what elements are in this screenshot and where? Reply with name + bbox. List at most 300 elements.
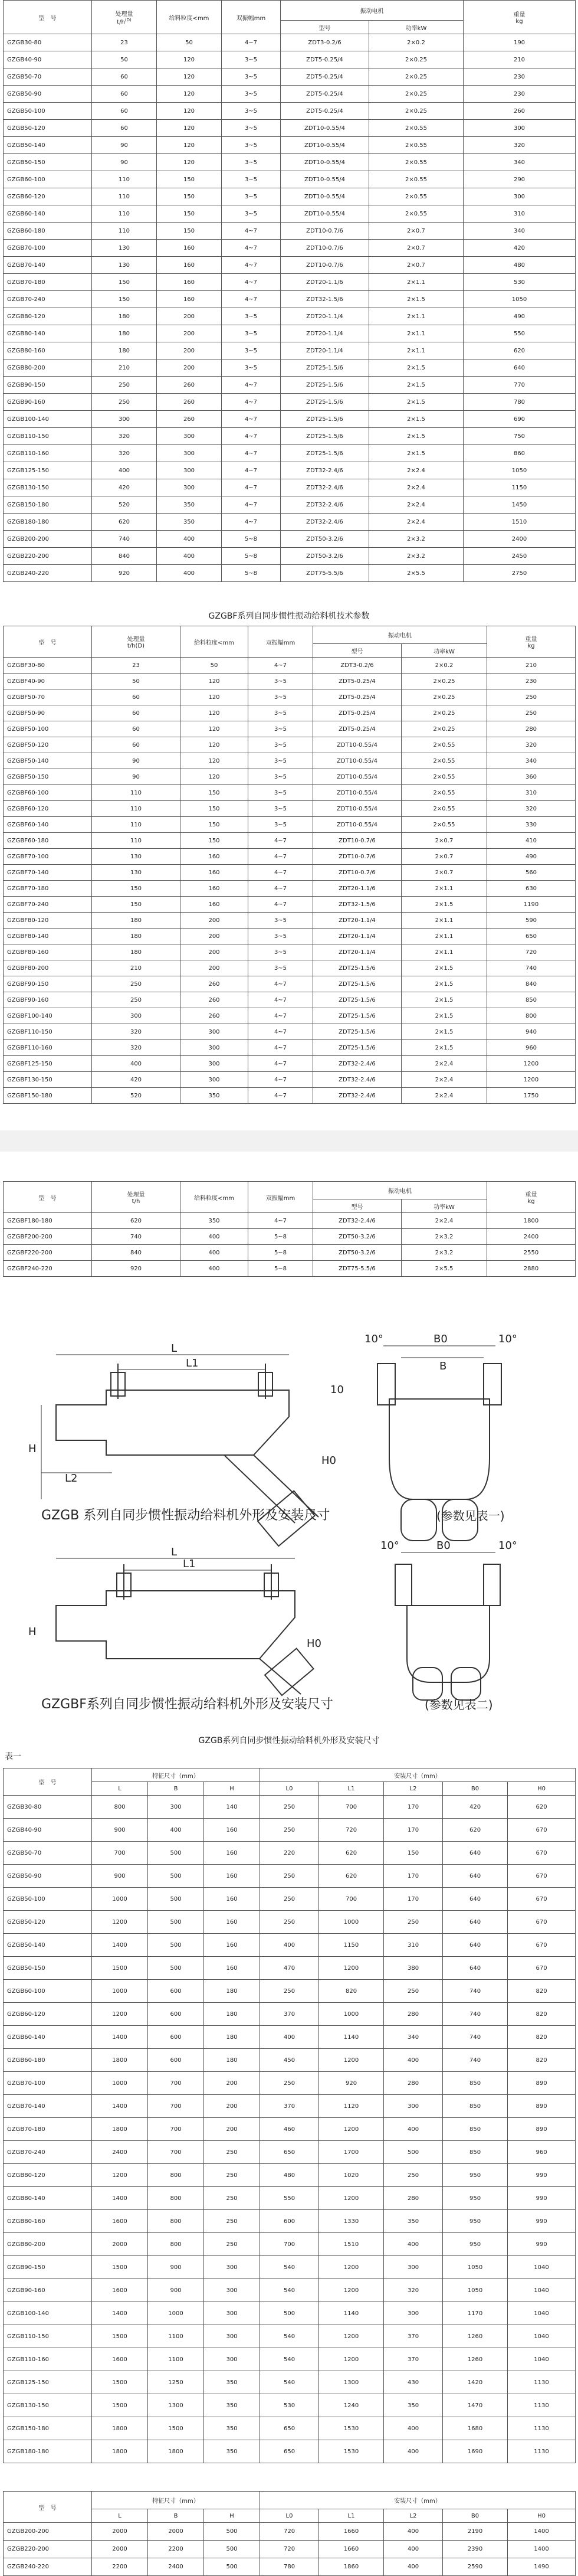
value-cell: 150 (92, 881, 180, 897)
model-cell: GZGB200-200 (4, 2523, 92, 2541)
value-cell: 2400 (464, 531, 576, 548)
dimension-header: B (148, 2509, 204, 2523)
value-cell: 2×1.5 (402, 897, 487, 913)
value-cell: 2×1.1 (369, 274, 464, 291)
value-cell: 90 (92, 137, 157, 154)
t4-feature-header: 特征尺寸（mm） (92, 1768, 260, 1782)
value-cell: 4~7 (248, 881, 313, 897)
model-cell: GZGBF70-100 (4, 849, 92, 865)
value-cell: 420 (443, 1796, 508, 1819)
value-cell: 550 (260, 2187, 319, 2210)
value-cell: 180 (92, 929, 180, 944)
value-cell: 350 (180, 1088, 248, 1104)
model-cell: GZGB80-200 (4, 359, 92, 377)
model-cell: GZGBF100-140 (4, 1008, 92, 1024)
value-cell: 850 (443, 2072, 508, 2095)
value-cell: 4~7 (248, 849, 313, 865)
value-cell: 280 (487, 721, 576, 737)
value-cell: ZDT25-1.5/6 (281, 394, 369, 411)
value-cell: 2550 (487, 1245, 576, 1261)
value-cell: 400 (157, 565, 222, 582)
value-cell: 110 (92, 223, 157, 240)
value-cell: 890 (508, 2072, 576, 2095)
value-cell: 2×2.4 (402, 1056, 487, 1072)
value-cell: 500 (384, 2141, 443, 2164)
value-cell: 540 (260, 2348, 319, 2371)
value-cell: 200 (157, 308, 222, 325)
value-cell: 3~5 (248, 785, 313, 801)
value-cell: 280 (384, 2072, 443, 2095)
table4-section (0, 1768, 578, 2463)
value-cell: 2×1.5 (402, 1024, 487, 1040)
value-cell: 3~5 (248, 929, 313, 944)
value-cell: 1260 (443, 2348, 508, 2371)
value-cell: 650 (260, 2440, 319, 2463)
model-cell: GZGBF180-180 (4, 1213, 92, 1229)
dimension-header: B0 (443, 1782, 508, 1796)
table-row (4, 817, 576, 833)
value-cell: ZDT10-0.7/6 (313, 833, 402, 849)
value-cell: 1140 (319, 2026, 384, 2049)
table-row (4, 2095, 576, 2118)
model-cell: GZGB50-150 (4, 154, 92, 171)
value-cell: 800 (148, 2210, 204, 2233)
model-cell: GZGB110-160 (4, 2348, 92, 2371)
feeder2-motor (265, 1649, 314, 1695)
value-cell: 1200 (319, 2279, 384, 2302)
value-cell: ZDT25-1.5/6 (313, 1024, 402, 1040)
model-cell: GZGB60-140 (4, 2026, 92, 2049)
value-cell: ZDT5-0.25/4 (281, 86, 369, 103)
value-cell: 420 (92, 1072, 180, 1088)
value-cell: 3~5 (222, 205, 281, 223)
value-cell: 2190 (443, 2523, 508, 2541)
value-cell: 210 (92, 359, 157, 377)
value-cell: 2×2.4 (369, 462, 464, 479)
value-cell: 2×1.5 (369, 411, 464, 428)
value-cell: 280 (384, 2187, 443, 2210)
value-cell: ZDT20-1.1/6 (313, 881, 402, 897)
value-cell: 1800 (92, 2417, 148, 2440)
value-cell: 60 (92, 705, 180, 721)
value-cell: 2×1.5 (369, 428, 464, 445)
value-cell: 4~7 (222, 394, 281, 411)
value-cell: 2×0.25 (369, 51, 464, 68)
value-cell: 190 (464, 34, 576, 51)
value-cell: 130 (92, 257, 157, 274)
value-cell: 250 (92, 377, 157, 394)
model-cell: GZGBF80-160 (4, 944, 92, 960)
value-cell: 700 (148, 2118, 204, 2141)
t2-weight-header (487, 626, 576, 658)
value-cell: ZDT50-3.2/6 (313, 1245, 402, 1261)
value-cell: 1800 (487, 1213, 576, 1229)
value-cell: 1200 (319, 2049, 384, 2072)
value-cell: 700 (92, 1842, 148, 1865)
value-cell: 1200 (319, 2187, 384, 2210)
value-cell: ZDT32-2.4/6 (313, 1056, 402, 1072)
value-cell: 400 (384, 2118, 443, 2141)
model-cell: GZGBF70-240 (4, 897, 92, 913)
table-row (4, 531, 576, 548)
model-cell: GZGBF80-120 (4, 913, 92, 929)
value-cell: 2×1.5 (402, 1008, 487, 1024)
value-cell: 640 (443, 1911, 508, 1934)
dimension-header: L0 (260, 1782, 319, 1796)
value-cell: ZDT10-0.7/6 (313, 849, 402, 865)
label-h0: H0 (321, 1454, 336, 1467)
value-cell: 1050 (464, 462, 576, 479)
table-row (4, 240, 576, 257)
value-cell: 1200 (319, 1957, 384, 1980)
model-cell: GZGBF90-160 (4, 992, 92, 1008)
value-cell: 1200 (319, 2118, 384, 2141)
value-cell: 4~7 (222, 377, 281, 394)
value-cell: 250 (204, 2141, 260, 2164)
value-cell: 2×1.1 (402, 913, 487, 929)
model-cell: GZGBF60-120 (4, 801, 92, 817)
value-cell: 250 (260, 1865, 319, 1888)
t2-capacity-unit: t/h(D) (127, 643, 145, 649)
value-cell: 200 (180, 929, 248, 944)
value-cell: 200 (180, 944, 248, 960)
value-cell: 200 (204, 2095, 260, 2118)
value-cell: 990 (508, 2210, 576, 2233)
value-cell: 430 (384, 2371, 443, 2394)
t1-size-header: 给料粒度<mm (157, 1, 222, 34)
value-cell: 160 (204, 1934, 260, 1957)
value-cell: 400 (92, 462, 157, 479)
table-row (4, 705, 576, 721)
value-cell: 60 (92, 737, 180, 753)
value-cell: 2×3.2 (402, 1245, 487, 1261)
model-cell: GZGB150-180 (4, 496, 92, 514)
value-cell: 690 (464, 411, 576, 428)
value-cell: 400 (384, 2558, 443, 2576)
value-cell: 2×0.55 (369, 188, 464, 205)
value-cell: 320 (464, 137, 576, 154)
value-cell: 350 (180, 1213, 248, 1229)
value-cell: ZDT5-0.25/4 (281, 103, 369, 120)
t3-size-header: 给料粒度<mm (180, 1182, 248, 1213)
table-row (4, 2541, 576, 2558)
value-cell: 1660 (319, 2541, 384, 2558)
value-cell: 160 (180, 865, 248, 881)
table-row (4, 1865, 576, 1888)
value-cell: 640 (443, 1888, 508, 1911)
value-cell: ZDT5-0.25/4 (313, 705, 402, 721)
table-row (4, 2072, 576, 2095)
value-cell: 110 (92, 785, 180, 801)
model-cell: GZGB150-180 (4, 2417, 92, 2440)
value-cell: 2×2.4 (369, 479, 464, 496)
value-cell: ZDT10-0.55/4 (281, 171, 369, 188)
value-cell: 740 (92, 531, 157, 548)
model-cell: GZGB60-180 (4, 223, 92, 240)
value-cell: 120 (180, 737, 248, 753)
value-cell: 280 (384, 2003, 443, 2026)
value-cell: 740 (443, 2026, 508, 2049)
table1-section (0, 0, 578, 582)
value-cell: 1500 (148, 2417, 204, 2440)
table-row (4, 2026, 576, 2049)
figure1-note: (参数见表一) (436, 1509, 505, 1523)
value-cell: 60 (92, 68, 157, 86)
value-cell: 50 (92, 674, 180, 689)
model-cell: GZGBF70-180 (4, 881, 92, 897)
t2-model-header: 型 号 (4, 626, 92, 658)
value-cell: 400 (148, 1819, 204, 1842)
model-cell: GZGB50-90 (4, 86, 92, 103)
label-l2: L2 (65, 1472, 78, 1485)
value-cell: 60 (92, 120, 157, 137)
value-cell: 120 (157, 86, 222, 103)
table-row (4, 103, 576, 120)
value-cell: 720 (319, 1819, 384, 1842)
t1-capacity-unit: t/h (117, 19, 125, 26)
value-cell: 640 (443, 1934, 508, 1957)
value-cell: 300 (180, 1056, 248, 1072)
value-cell: 1100 (148, 2325, 204, 2348)
value-cell: ZDT10-0.7/6 (281, 240, 369, 257)
value-cell: 3~5 (222, 137, 281, 154)
table-row (4, 2302, 576, 2325)
model-cell: GZGB220-200 (4, 548, 92, 565)
value-cell: 820 (508, 1980, 576, 2003)
value-cell: 4~7 (248, 992, 313, 1008)
value-cell: 400 (180, 1261, 248, 1277)
value-cell: 800 (487, 1008, 576, 1024)
value-cell: ZDT25-1.5/6 (281, 359, 369, 377)
value-cell: 310 (384, 1934, 443, 1957)
value-cell: 250 (260, 1796, 319, 1819)
value-cell: 3~5 (222, 188, 281, 205)
value-cell: 500 (260, 2302, 319, 2325)
value-cell: ZDT10-0.7/6 (281, 223, 369, 240)
table-row (4, 274, 576, 291)
value-cell: 300 (464, 188, 576, 205)
value-cell: 2×1.1 (369, 342, 464, 359)
value-cell: 3~5 (222, 359, 281, 377)
model-cell: GZGB50-120 (4, 120, 92, 137)
table-row (4, 342, 576, 359)
value-cell: 770 (464, 377, 576, 394)
value-cell: 300 (204, 2325, 260, 2348)
value-cell: 160 (180, 897, 248, 913)
model-cell: GZGB180-180 (4, 2440, 92, 2463)
table-row (4, 428, 576, 445)
table-row (4, 325, 576, 342)
figure2-note: (参数见表二) (425, 1698, 493, 1712)
model-cell: GZGBF30-80 (4, 658, 92, 674)
value-cell: 300 (204, 2348, 260, 2371)
value-cell: 300 (464, 120, 576, 137)
value-cell: 620 (443, 1819, 508, 1842)
value-cell: 820 (508, 2003, 576, 2026)
model-cell: GZGBF220-200 (4, 1245, 92, 1261)
value-cell: 350 (204, 2371, 260, 2394)
value-cell: 620 (464, 342, 576, 359)
value-cell: 1500 (92, 2394, 148, 2417)
value-cell: 120 (157, 68, 222, 86)
value-cell: 5~8 (222, 548, 281, 565)
value-cell: 2×0.55 (369, 137, 464, 154)
label-b0: B0 (434, 1333, 448, 1345)
value-cell: 2×0.55 (369, 205, 464, 223)
table-row (4, 2523, 576, 2541)
model-cell: GZGB60-100 (4, 1980, 92, 2003)
model-cell: GZGB90-160 (4, 2279, 92, 2302)
value-cell: 2450 (464, 548, 576, 565)
value-cell: 320 (384, 2279, 443, 2302)
value-cell: 210 (464, 51, 576, 68)
value-cell: 1150 (464, 479, 576, 496)
value-cell: 1700 (319, 2141, 384, 2164)
value-cell: 340 (487, 753, 576, 769)
value-cell: 3~5 (222, 120, 281, 137)
value-cell: 1600 (92, 2348, 148, 2371)
table-row (4, 1980, 576, 2003)
value-cell: 1130 (508, 2440, 576, 2463)
model-cell: GZGB60-100 (4, 171, 92, 188)
value-cell: 150 (384, 1842, 443, 1865)
table1-body (4, 34, 576, 582)
value-cell: 2×1.1 (402, 881, 487, 897)
value-cell: 480 (464, 257, 576, 274)
value-cell: ZDT10-0.7/6 (281, 257, 369, 274)
table-row (4, 2417, 576, 2440)
value-cell: ZDT50-3.2/6 (281, 531, 369, 548)
value-cell: 3~5 (222, 171, 281, 188)
value-cell: 2×2.4 (402, 1088, 487, 1104)
value-cell: 550 (464, 325, 576, 342)
value-cell: 3~5 (222, 68, 281, 86)
value-cell: ZDT5-0.25/4 (313, 721, 402, 737)
value-cell: 2×0.25 (402, 705, 487, 721)
value-cell: 420 (464, 240, 576, 257)
value-cell: 720 (260, 2523, 319, 2541)
table-row (4, 1229, 576, 1245)
value-cell: 150 (180, 833, 248, 849)
table-row (4, 479, 576, 496)
table-row (4, 1008, 576, 1024)
dimension-header: L1 (319, 1782, 384, 1796)
t4-install-header: 安装尺寸（mm） (260, 1768, 576, 1782)
table-row (4, 2325, 576, 2348)
value-cell: 2×1.1 (402, 944, 487, 960)
table-row (4, 154, 576, 171)
value-cell: 2×1.1 (369, 308, 464, 325)
value-cell: 1500 (92, 2256, 148, 2279)
value-cell: 220 (260, 1842, 319, 1865)
figure-section (0, 1328, 578, 1718)
value-cell: 3~5 (248, 737, 313, 753)
value-cell: ZDT32-2.4/6 (281, 479, 369, 496)
value-cell: 320 (487, 737, 576, 753)
value-cell: 1150 (319, 1934, 384, 1957)
value-cell: 590 (487, 913, 576, 929)
value-cell: 1500 (92, 2371, 148, 2394)
value-cell: 640 (443, 1865, 508, 1888)
value-cell: 2×2.4 (369, 496, 464, 514)
t3-weight-unit: kg (527, 1198, 535, 1205)
value-cell: 23 (92, 34, 157, 51)
value-cell: 500 (148, 1888, 204, 1911)
value-cell: 3~5 (222, 51, 281, 68)
value-cell: 1040 (508, 2256, 576, 2279)
value-cell: 500 (148, 1865, 204, 1888)
model-cell: GZGB80-120 (4, 308, 92, 325)
model-cell: GZGBF110-160 (4, 1040, 92, 1056)
value-cell: 1130 (508, 2417, 576, 2440)
value-cell: ZDT25-1.5/6 (281, 445, 369, 462)
value-cell: 2880 (487, 1261, 576, 1277)
t5-model-header: 型 号 (4, 2492, 92, 2523)
t1-amplitude-header: 双振幅mm (222, 1, 281, 34)
value-cell: 1600 (92, 2279, 148, 2302)
value-cell: 820 (319, 1980, 384, 2003)
value-cell: 900 (92, 1819, 148, 1842)
value-cell: ZDT50-3.2/6 (313, 1229, 402, 1245)
value-cell: 3~5 (248, 721, 313, 737)
model-cell: GZGBF50-150 (4, 769, 92, 785)
value-cell: 5~8 (222, 565, 281, 582)
value-cell: 4~7 (248, 833, 313, 849)
t2-weight-unit: kg (527, 643, 535, 649)
value-cell: 1200 (92, 1911, 148, 1934)
table-row (4, 1261, 576, 1277)
value-cell: 670 (508, 1888, 576, 1911)
value-cell: 670 (508, 1842, 576, 1865)
t5-install-header: 安装尺寸（mm） (260, 2492, 576, 2509)
value-cell: 4~7 (222, 411, 281, 428)
table-row (4, 308, 576, 325)
value-cell: 1000 (319, 2003, 384, 2026)
model-cell: GZGB60-180 (4, 2049, 92, 2072)
value-cell: 350 (384, 2210, 443, 2233)
value-cell: 1000 (148, 2302, 204, 2325)
value-cell: 90 (92, 753, 180, 769)
value-cell: ZDT10-0.55/4 (313, 785, 402, 801)
value-cell: ZDT10-0.7/6 (313, 865, 402, 881)
value-cell: 4~7 (248, 1088, 313, 1104)
value-cell: 300 (180, 1072, 248, 1088)
value-cell: 620 (508, 1796, 576, 1819)
value-cell: 600 (148, 2049, 204, 2072)
value-cell: 480 (260, 2164, 319, 2187)
value-cell: 620 (92, 514, 157, 531)
value-cell: 740 (92, 1229, 180, 1245)
value-cell: 180 (92, 342, 157, 359)
value-cell: 330 (487, 817, 576, 833)
value-cell: 2×3.2 (369, 531, 464, 548)
value-cell: 3~5 (222, 308, 281, 325)
value-cell: 160 (180, 881, 248, 897)
value-cell: 4~7 (248, 658, 313, 674)
value-cell: 700 (148, 2072, 204, 2095)
value-cell: 2400 (487, 1229, 576, 1245)
value-cell: 520 (92, 1088, 180, 1104)
value-cell: 230 (464, 68, 576, 86)
value-cell: 1500 (92, 1957, 148, 1980)
value-cell: 840 (92, 1245, 180, 1261)
model-cell: GZGB50-120 (4, 1911, 92, 1934)
value-cell: 1300 (148, 2394, 204, 2417)
value-cell: 120 (157, 51, 222, 68)
model-cell: GZGB70-100 (4, 240, 92, 257)
value-cell: 700 (148, 2095, 204, 2118)
value-cell: 1200 (319, 2256, 384, 2279)
